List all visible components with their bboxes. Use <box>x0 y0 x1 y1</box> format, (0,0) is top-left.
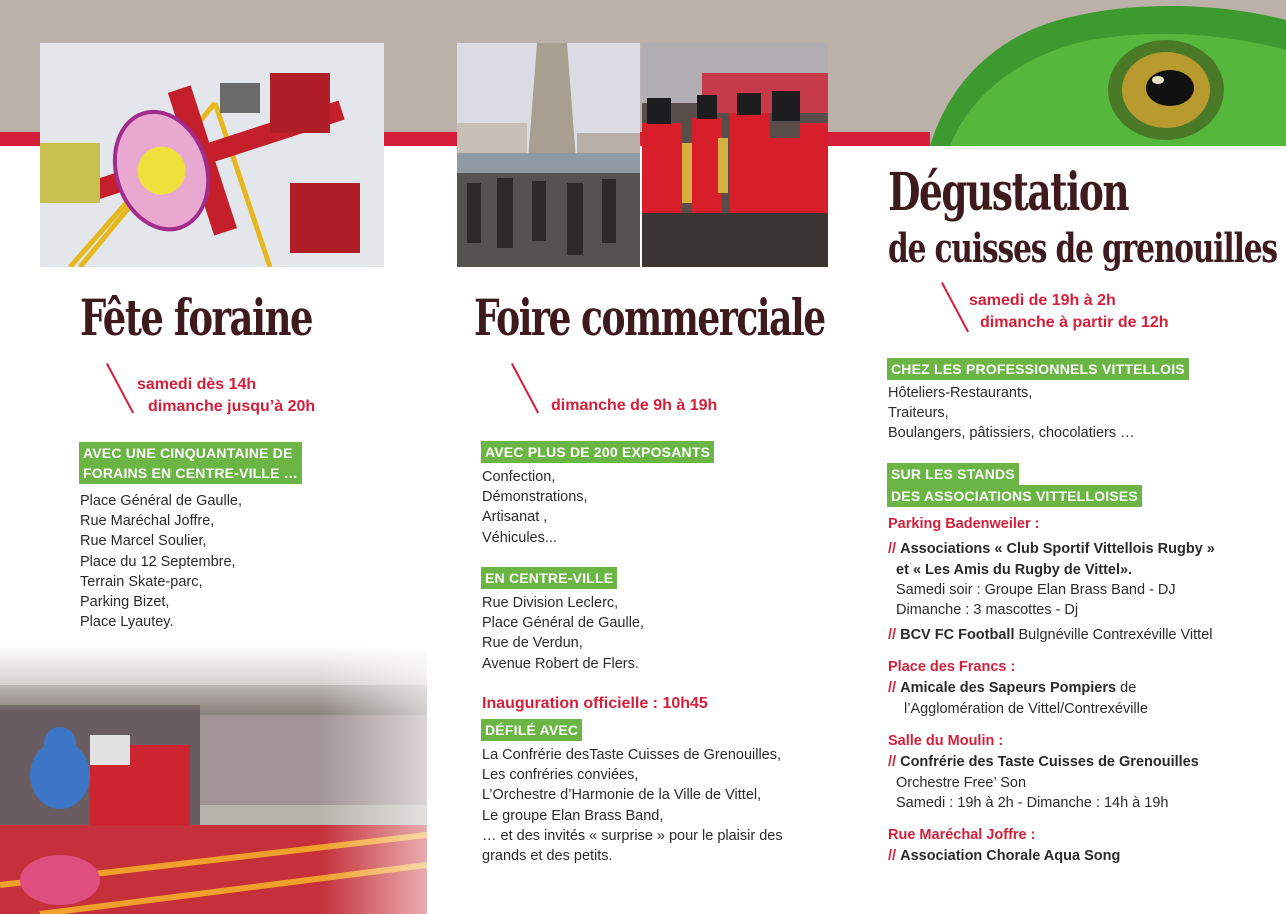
title-fete-foraine: Fête foraine <box>80 288 313 347</box>
list-item: Véhicules... <box>482 529 557 546</box>
heading-rue-marechal-joffre: Rue Maréchal Joffre : <box>888 827 1036 843</box>
divider-slash <box>941 282 969 332</box>
church-market-photo <box>457 43 640 267</box>
tag-professionnels: CHEZ LES PROFESSIONNELS VITTELLOIS <box>887 358 1189 380</box>
moulin-horaires-line: Samedi : 19h à 2h - Dimanche : 14h à 19h <box>896 795 1169 811</box>
chorale-line: // Association Chorale Aqua Song <box>888 848 1121 864</box>
tag-defile: DÉFILÉ AVEC <box>481 719 582 741</box>
tag-centre-ville: EN CENTRE-VILLE <box>481 567 617 589</box>
list-item: Parking Bizet, <box>80 594 170 611</box>
parking-samedi-line: Samedi soir : Groupe Elan Brass Band - DJ <box>896 582 1176 598</box>
parking-dimanche-line: Dimanche : 3 mascottes - Dj <box>896 602 1079 618</box>
title-foire-commerciale: Foire commerciale <box>474 288 825 347</box>
schedule-degustation: samedi de 19h à 2h dimanche à partir de 12h <box>969 292 1169 331</box>
tag-forains: AVEC UNE CINQUANTAINE DE FORAINS EN CENTRE-VILLE … <box>79 442 302 484</box>
list-item: Artisanat , <box>482 509 548 526</box>
agglomeration-line: l’Agglomération de Vittel/Contrexéville <box>904 701 1148 717</box>
list-item: Confection, <box>482 469 556 485</box>
divider-slash <box>106 363 134 413</box>
list-item: … et des invités « surprise » pour le plaisir des <box>482 827 783 844</box>
assoc-amis-rugby-line: et « Les Amis du Rugby de Vittel». <box>896 562 1133 578</box>
list-item: Place Général de Gaulle, <box>80 493 243 509</box>
list-item: Rue Division Leclerc, <box>482 595 619 611</box>
list-item: Hôteliers-Restaurants, <box>888 385 1033 401</box>
fairground-photo <box>0 645 427 914</box>
list-item: L’Orchestre d’Harmonie de la Ville de Vittel, <box>482 787 762 804</box>
funfair-ride-photo <box>40 43 384 267</box>
list-streets <box>482 593 644 674</box>
list-item: Traiteurs, <box>888 405 949 422</box>
brass-band-photo <box>642 43 828 267</box>
list-item: Rue Marcel Soulier, <box>80 533 207 550</box>
list-item: Rue Maréchal Joffre, <box>80 513 215 530</box>
confrerie-line: // Confrérie des Taste Cuisses de Grenouilles <box>888 754 1199 770</box>
heading-parking-badenweiler: Parking Badenweiler : <box>888 516 1040 532</box>
list-item: Boulangers, pâtissiers, chocolatiers … <box>888 425 1135 442</box>
schedule-fete-foraine: samedi dès 14h dimanche jusqu’à 20h <box>137 376 316 415</box>
tag-stands-label-1: SUR LES STANDS <box>887 463 1019 485</box>
orchestre-line: Orchestre Free’ Son <box>896 775 1027 791</box>
list-item: La Confrérie desTaste Cuisses de Grenouilles, <box>482 747 782 763</box>
schedule-foire: dimanche de 9h à 19h <box>551 397 718 414</box>
frog-photo <box>930 0 1286 146</box>
list-exposants <box>482 467 588 548</box>
list-forains-places <box>80 491 242 632</box>
heading-salle-du-moulin: Salle du Moulin : <box>888 733 1004 749</box>
tag-stands-label-2: DES ASSOCIATIONS VITTELLOISES <box>887 485 1142 507</box>
divider-slash <box>511 363 539 413</box>
list-item: Place Général de Gaulle, <box>482 615 645 632</box>
list-professionnels <box>888 383 1135 444</box>
list-item: grands et des petits. <box>482 848 613 865</box>
list-item: Terrain Skate-parc, <box>80 573 203 590</box>
list-item: Rue de Verdun, <box>482 635 583 652</box>
list-item: Les confréries conviées, <box>482 767 639 784</box>
list-item: Avenue Robert de Flers. <box>482 655 639 672</box>
title-degustation: Dégustation <box>888 162 1129 223</box>
heading-place-des-francs: Place des Francs : <box>888 659 1016 675</box>
assoc-rugby-line: // Associations « Club Sportif Vittellois Rugby » <box>888 541 1215 557</box>
list-defile <box>482 745 783 866</box>
list-item: Démonstrations, <box>482 489 588 506</box>
list-item: Le groupe Elan Brass Band, <box>482 807 664 824</box>
list-item: Place Lyautey. <box>80 614 174 631</box>
subtitle-cuisses-grenouilles: de cuisses de grenouilles <box>888 225 1277 272</box>
list-item: Place du 12 Septembre, <box>80 553 236 570</box>
tag-exposants: AVEC PLUS DE 200 EXPOSANTS <box>481 441 714 463</box>
sapeurs-pompiers-line: // Amicale des Sapeurs Pompiers de <box>888 680 1137 696</box>
inauguration-heading: Inauguration officielle : 10h45 <box>482 695 708 712</box>
bcv-football-line: // BCV FC Football Bulgnéville Contrexéville Vittel <box>888 627 1213 643</box>
